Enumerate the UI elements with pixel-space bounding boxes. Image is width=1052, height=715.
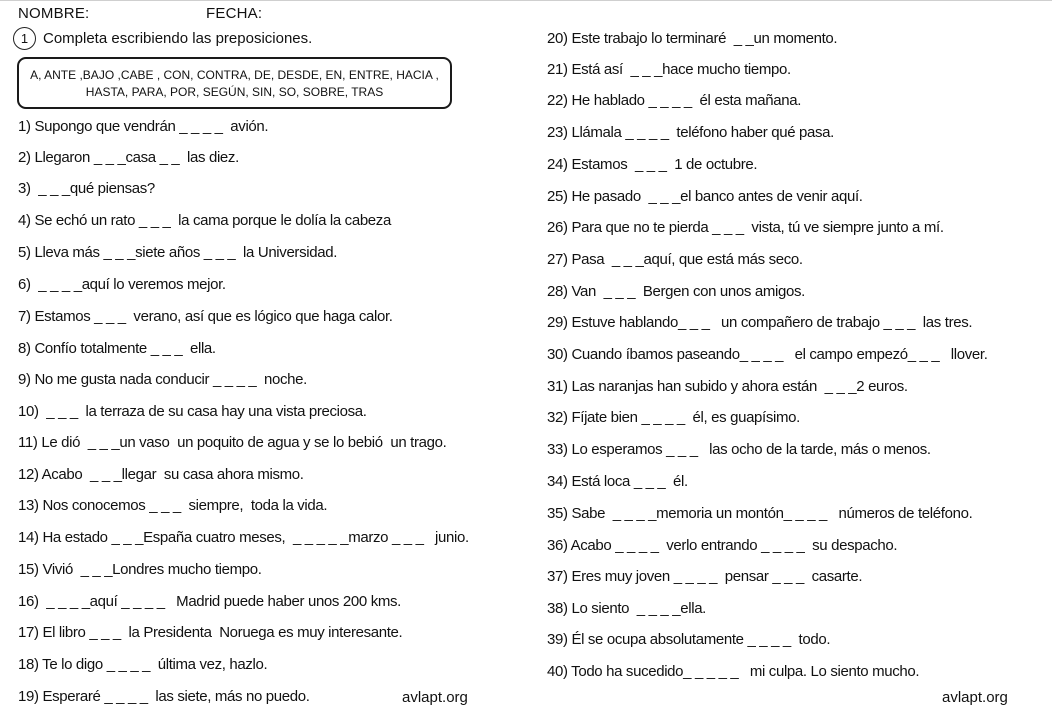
exercise-item: 33) Lo esperamos _ _ _ las ocho de la tarde, más o menos. — [547, 441, 931, 458]
exercise-number-circle: 1 — [13, 27, 36, 50]
exercise-item: 26) Para que no te pierda _ _ _ vista, tú ve siempre junto a mí. — [547, 219, 944, 236]
top-border-line — [0, 0, 1052, 1]
exercise-item: 39) Él se ocupa absolutamente _ _ _ _ todo. — [547, 631, 831, 648]
exercise-item: 32) Fíjate bien _ _ _ _ él, es guapísimo. — [547, 409, 800, 426]
exercise-item: 17) El libro _ _ _ la Presidenta Noruega es muy interesante. — [18, 624, 403, 641]
exercise-item: 10) _ _ _ la terraza de su casa hay una vista preciosa. — [18, 403, 367, 420]
exercise-item: 7) Estamos _ _ _ verano, así que es lógico que haga calor. — [18, 308, 393, 325]
footer-site-left: avlapt.org — [402, 689, 468, 706]
exercise-instruction: Completa escribiendo las preposiciones. — [43, 30, 313, 47]
prepositions-line-2: HASTA, PARA, POR, SEGÚN, SIN, SO, SOBRE, TRAS — [85, 85, 384, 99]
exercise-item: 31) Las naranjas han subido y ahora están _ _ _2 euros. — [547, 378, 908, 395]
exercise-item: 37) Eres muy joven _ _ _ _ pensar _ _ _ casarte. — [547, 568, 863, 585]
exercise-item: 22) He hablado _ _ _ _ él esta mañana. — [547, 92, 802, 109]
exercise-item: 40) Todo ha sucedido_ _ _ _ _ mi culpa. Lo siento mucho. — [547, 663, 920, 680]
exercise-item: 11) Le dió _ _ _un vaso un poquito de agua y se lo bebió un trago. — [18, 434, 447, 451]
exercise-item: 6) _ _ _ _aquí lo veremos mejor. — [18, 276, 226, 293]
prepositions-line-1: A, ANTE ,BAJO ,CABE , CON, CONTRA, DE, DESDE, EN, ENTRE, HACIA , — [30, 68, 439, 82]
exercise-item: 13) Nos conocemos _ _ _ siempre, toda la vida. — [18, 497, 328, 514]
exercise-item: 14) Ha estado _ _ _España cuatro meses, _ _ _ _ _marzo _ _ _ junio. — [18, 529, 469, 546]
exercise-item: 12) Acabo _ _ _llegar su casa ahora mismo. — [18, 466, 304, 483]
exercise-item: 35) Sabe _ _ _ _memoria un montón_ _ _ _ números de teléfono. — [547, 505, 973, 522]
nombre-label: NOMBRE: — [18, 5, 90, 22]
exercise-item: 16) _ _ _ _aquí _ _ _ _ Madrid puede haber unos 200 kms. — [18, 593, 401, 610]
exercise-item: 24) Estamos _ _ _ 1 de octubre. — [547, 156, 758, 173]
exercise-item: 15) Vivió _ _ _Londres mucho tiempo. — [18, 561, 262, 578]
exercise-item: 19) Esperaré _ _ _ _ las siete, más no puedo. — [18, 688, 310, 705]
footer-site-right: avlapt.org — [942, 689, 1008, 706]
exercise-item: 8) Confío totalmente _ _ _ ella. — [18, 340, 216, 357]
exercise-item: 34) Está loca _ _ _ él. — [547, 473, 688, 490]
exercise-item: 25) He pasado _ _ _el banco antes de venir aquí. — [547, 188, 863, 205]
exercise-item: 20) Este trabajo lo terminaré _ _un momento. — [547, 30, 838, 47]
exercise-item: 38) Lo siento _ _ _ _ella. — [547, 600, 706, 617]
prepositions-box — [17, 57, 452, 109]
exercise-item: 1) Supongo que vendrán _ _ _ _ avión. — [18, 118, 269, 135]
exercise-item: 28) Van _ _ _ Bergen con unos amigos. — [547, 283, 805, 300]
exercise-item: 2) Llegaron _ _ _casa _ _ las diez. — [18, 149, 239, 166]
exercise-item: 27) Pasa _ _ _aquí, que está más seco. — [547, 251, 803, 268]
exercise-item: 18) Te lo digo _ _ _ _ última vez, hazlo. — [18, 656, 268, 673]
exercise-item: 36) Acabo _ _ _ _ verlo entrando _ _ _ _ su despacho. — [547, 537, 898, 554]
exercise-item: 4) Se echó un rato _ _ _ la cama porque le dolía la cabeza — [18, 212, 391, 229]
exercise-item: 5) Lleva más _ _ _siete años _ _ _ la Universidad. — [18, 244, 338, 261]
exercise-item: 29) Estuve hablando_ _ _ un compañero de trabajo _ _ _ las tres. — [547, 314, 973, 331]
exercise-item: 30) Cuando íbamos paseando_ _ _ _ el campo empezó_ _ _ llover. — [547, 346, 988, 363]
exercise-item: 9) No me gusta nada conducir _ _ _ _ noche. — [18, 371, 307, 388]
exercise-item: 3) _ _ _qué piensas? — [18, 180, 155, 197]
exercise-item: 23) Llámala _ _ _ _ teléfono haber qué pasa. — [547, 124, 834, 141]
exercise-item: 21) Está así _ _ _hace mucho tiempo. — [547, 61, 791, 78]
fecha-label: FECHA: — [206, 5, 263, 22]
